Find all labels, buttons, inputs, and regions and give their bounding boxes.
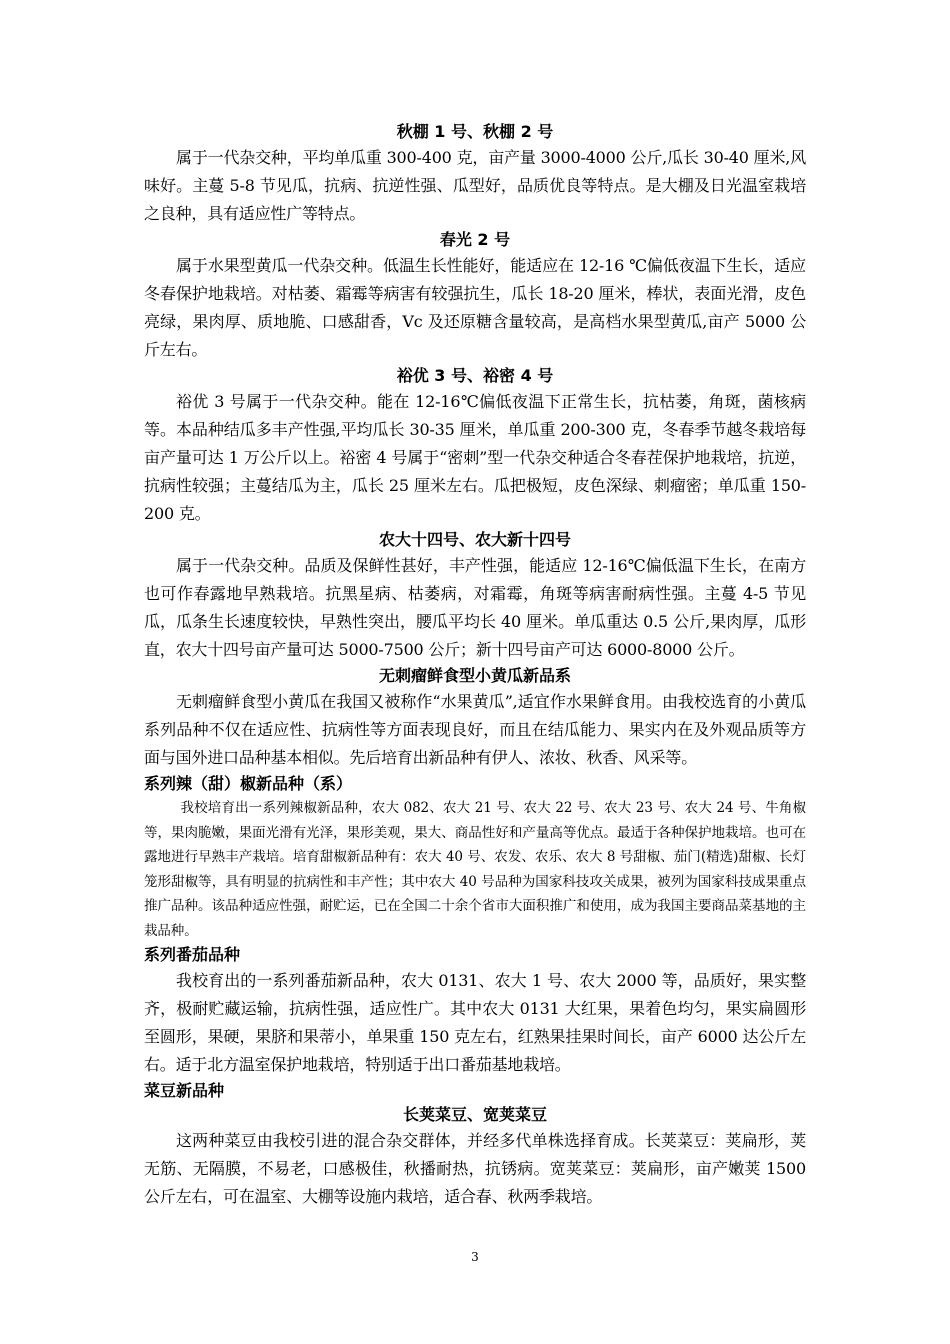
section-body-tomato: 我校育出的一系列番茄新品种，农大 0131、农大 1 号、农大 2000 等，品质好，果实整齐，极耐贮藏运输，抗病性强，适应性广。其中农大 0131 大红果，果着色均匀，果实扁圆形至圆形，果硬，果脐和果蒂小，单果重 150 克左右，红熟果挂果时间长，亩产 6000 达公斤左右。适于北方温室保护地栽培，特别适于出口番茄基地栽培。 xyxy=(144,971,806,1074)
page-number: 3 xyxy=(471,1250,479,1264)
document-page xyxy=(144,120,806,1211)
section-title-qiupeng: 秋棚 1 号、秋棚 2 号 xyxy=(396,122,554,141)
section-body-qiupeng: 属于一代杂交种，平均单瓜重 300-400 克，亩产量 3000-4000 公斤,瓜长 30-40 厘米,风味好。主蔓 5-8 节见瓜，抗病、抗逆性强、瓜型好，品质优良等特点。是大棚及日光温室栽培之良种，具有适应性广等特点。 xyxy=(144,148,806,223)
section-body-chunguang: 属于水果型黄瓜一代杂交种。低温生长性能好，能适应在 12-16 ℃偏低夜温下生长，适应冬春保护地栽培。对枯萎、霜霉等病害有较强抗生，瓜长 18-20 厘米，棒状，表面光滑，皮色亮绿，果肉厚、质地脆、口感甜香，Vc 及还原糖含量较高，是高档水果型黄瓜,亩产 5000 公斤左右。 xyxy=(144,256,806,359)
section-title-yuyou: 裕优 3 号、裕密 4 号 xyxy=(396,366,554,385)
section-body-mini-cucumber: 无刺瘤鲜食型小黄瓜在我国又被称作“水果黄瓜”,适宜作水果鲜食用。由我校选育的小黄瓜系列品种不仅在适应性、抗病性等方面表现良好，而且在结瓜能力、果实内在及外观品质等方面与国外进口品种基本相似。先后培育出新品种有伊人、浓妆、秋香、风采等。 xyxy=(144,692,806,767)
section-body-yuyou: 裕优 3 号属于一代杂交种。能在 12-16℃偏低夜温下正常生长，抗枯萎，角斑，菌核病等。本品种结瓜多丰产性强,平均瓜长 30-35 厘米，单瓜重 200-300 克，冬春季节越冬栽培每亩产量可达 1 万公斤以上。裕密 4 号属于“密刺”型一代杂交种适合冬春茬保护地栽培，抗逆，抗病性较强；主蔓结瓜为主，瓜长 25 厘米左右。瓜把极短，皮色深绿、刺瘤密；单瓜重 150-200 克。 xyxy=(144,392,806,523)
section-title-bean: 菜豆新品种 xyxy=(144,1081,225,1100)
section-body-pepper: 我校培育出一系列辣椒新品种，农大 082、农大 21 号、农大 22 号、农大 23 号、农大 24 号、牛角椒等，果肉脆嫩，果面光滑有光泽，果形美观，果大、商品性好和产量高等优点。最适于各种保护地栽培。也可在露地进行早熟丰产栽培。培育甜椒新品种有：农大 40 号、农发、农乐、农大 8 号甜椒、茄门(精选)甜椒、长灯笼形甜椒等，具有明显的抗病性和丰产性；其中农大 40 号品种为国家科技攻关成果，被列为国家科技成果重点推广品种。该品种适应性强，耐贮运，已在全国二十余个省市大面积推广和使用，成为我国主要商品菜基地的主栽品种。 xyxy=(144,800,806,939)
section-title-mini-cucumber: 无刺瘤鲜食型小黄瓜新品系 xyxy=(378,666,571,685)
section-body-nongda14: 属于一代杂交种。品质及保鲜性甚好，丰产性强，能适应 12-16℃偏低温下生长，在南方也可作春露地早熟栽培。抗黑星病、枯萎病，对霜霉，角斑等病害耐病性强。主蔓 4-5 节见瓜，瓜条生长速度较快，早熟性突出，腰瓜平均长 40 厘米。单瓜重达 0.5 公斤,果肉厚，瓜形直，农大十四号亩产量可达 5000-7500 公斤；新十四号亩产可达 6000-8000 公斤。 xyxy=(144,556,806,659)
section-title-chunguang: 春光 2 号 xyxy=(439,230,511,249)
section-title-nongda14: 农大十四号、农大新十四号 xyxy=(378,530,571,549)
section-title-pepper: 系列辣（甜）椒新品种（系） xyxy=(144,774,353,793)
section-body-long-bean: 这两种菜豆由我校引进的混合杂交群体，并经多代单株选择育成。长荚菜豆：荚扁形，荚无筋、无隔膜，不易老，口感极佳，秋播耐热，抗锈病。宽荚菜豆：荚扁形，亩产嫩荚 1500 公斤左右，可在温室、大棚等设施内栽培，适合春、秋两季栽培。 xyxy=(144,1131,806,1206)
section-title-long-bean: 长荚菜豆、宽荚菜豆 xyxy=(402,1105,547,1124)
section-title-tomato: 系列番茄品种 xyxy=(144,945,241,964)
